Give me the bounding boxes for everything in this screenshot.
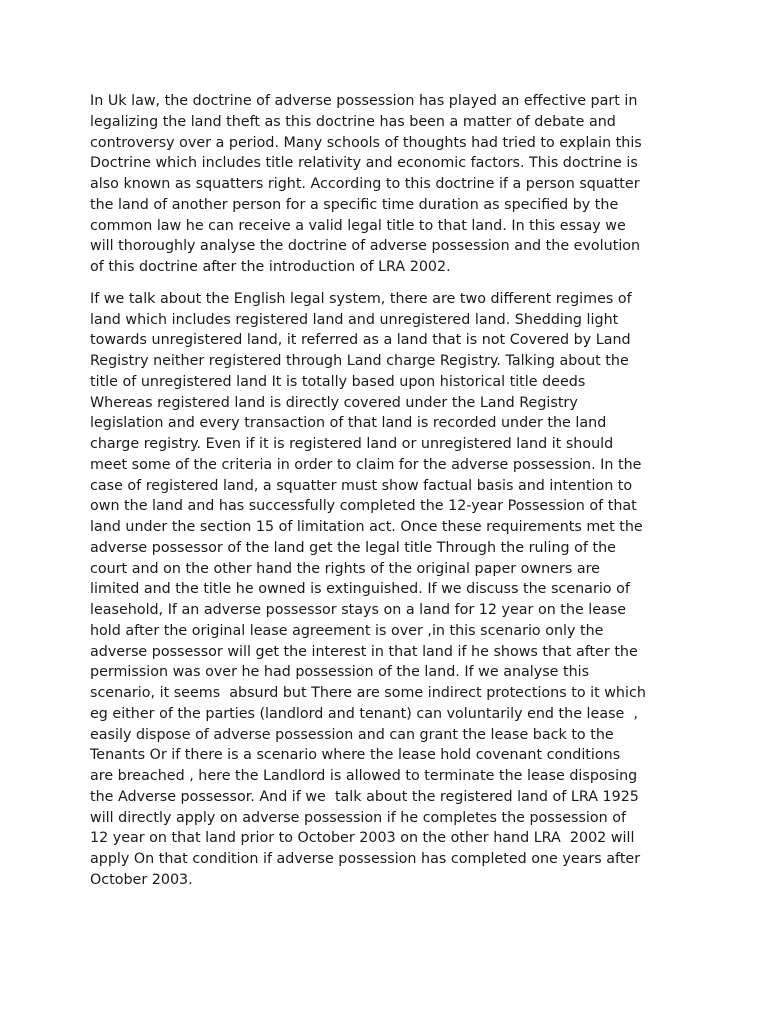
paragraph-intro: In Uk law, the doctrine of adverse possession has played an effective part in legalizing the land theft as this doctrine has been a matter of debate and controversy over a period. Many schools of thoughts had tried to explain this Doctrine which includes title relativity and economic factors. This doctrine is also known as squatters right. According to this doctrine if a person squatter the land of another person for a specific time duration as specified by the common law he can receive a valid legal title to that land. In this essay we will thoroughly analyse the doctrine of adverse possession and the evolution of this doctrine after the introduction of LRA 2002. — [90, 93, 642, 275]
paragraph-registered-unregistered-land: If we talk about the English legal system, there are two different regimes of land which includes registered land and unregistered land. Shedding light towards unregistered land, it referred as a land that is not Covered by Land Registry neither registered through Land charge Registry. Talking about the title of unregistered land It is totally based upon historical title deeds Whereas registered land is directly covered under the Land Registry legislation and every transaction of that land is recorded under the land charge registry. Even if it is registered land or unregistered land it should meet some of the criteria in order to claim for the adverse possession. In the case of registered land, a squatter must show factual basis and intention to own the land and has successfully completed the 12-year Possession of that land under the section 15 of limitation act. Once these requirements met the adverse possessor of the land get the legal title Through the ruling of the court and on the other hand the rights of the original paper owners are limited and the title he owned is extinguished. If we discuss the scenario of leasehold, If an adverse possessor stays on a land for 12 year on the lease hold after the original lease agreement is over ,in this scenario only the adverse possessor will get the interest in that land if he shows that after the permission was over he had possession of the land. If we analyse this scenario, it seems absurd but There are some indirect protections to it which eg either of the parties (landlord and tenant) can voluntarily end the lease , easily dispose of adverse possession and can grant the lease back to the Tenants Or if there is a scenario where the lease hold covenant conditions are breached , here the Landlord is allowed to terminate the lease disposing the Adverse possessor. And if we talk about the registered land of LRA 1925 will directly apply on adverse possession if he completes the possession of 12 year on that land prior to October 2003 on the other hand LRA 2002 will apply On that condition if adverse possession has completed one years after October 2003. — [90, 290, 646, 888]
document-page — [90, 91, 680, 891]
